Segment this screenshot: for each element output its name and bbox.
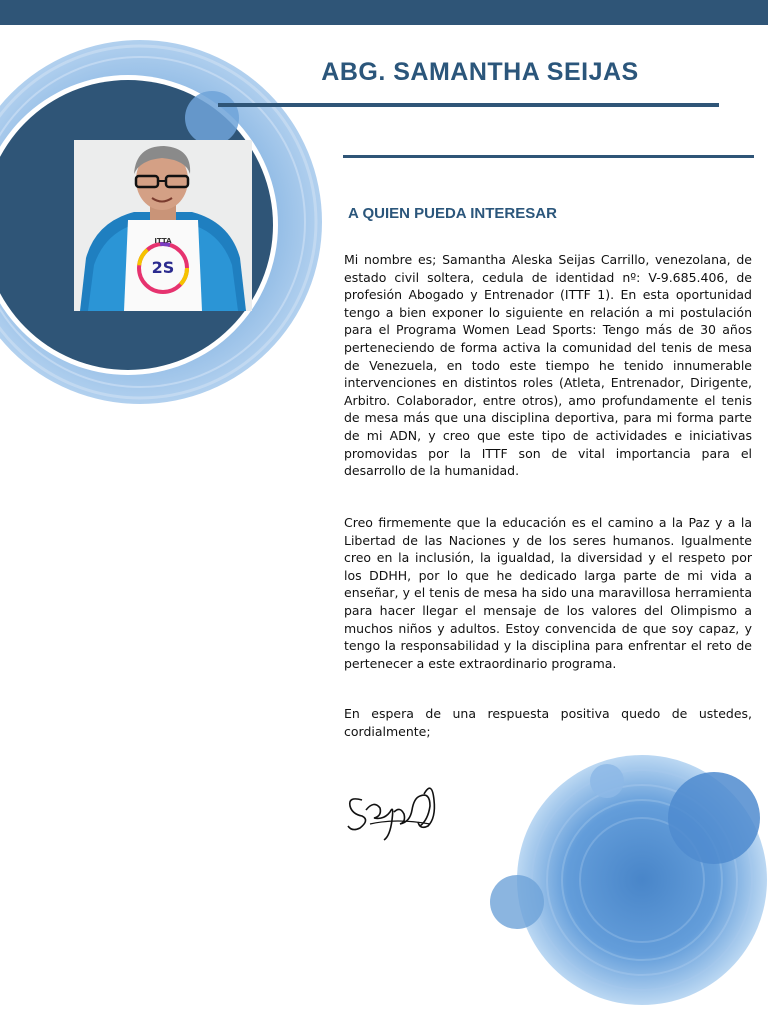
section-divider — [343, 155, 754, 158]
signature-icon — [340, 770, 450, 850]
title-underline — [218, 103, 719, 107]
page-title: ABG. SAMANTHA SEIJAS — [321, 58, 639, 86]
letter-paragraph-2: Creo firmemente que la educación es el camino a la Paz y a la Libertad de las Naciones y de los seres humanos. Igualmente creo en la inclusión, la igualdad, la diversidad y el respeto por los DDHH, por lo que he dedicado larga parte de mi vida a enseñar, y el tenis de mesa ha sido una maravillosa herramienta para hacer llegar el mensaje de los valores del Olimpismo a muchos niños y adultos. Estoy convencida de que soy capaz, y tengo la responsabilidad y la disciplina para enfrentar el reto de pertenecer a este extraordinario programa. — [344, 515, 752, 671]
profile-photo — [74, 140, 252, 311]
shirt-logo-text: 2S — [151, 258, 175, 277]
letter-paragraph-3: En espera de una respuesta positiva quedo de ustedes, cordialmente; — [344, 706, 752, 739]
salutation-heading: A QUIEN PUEDA INTERESAR — [348, 205, 557, 222]
letter-paragraph-1: Mi nombre es; Samantha Aleska Seijas Carrillo, venezolana, de estado civil soltera, cedula de identidad nº: V-9.685.406, de profesión Abogado y Entrenador (ITTF 1). En esta oportunidad tengo a bien exponer lo siguiente en relación a mi postulación para el Programa Women Lead Sports: Tengo más de 30 años perteneciendo de forma activa la comunidad del tenis de mesa de Venezuela, en todo este tiempo he tenido innumerable intervenciones en distintos roles (Atleta, Entrenador, Dirigente, Arbitro. Colaborador, entre otros), amo profundamente el tenis de mesa más que una disciplina deportiva, para mi forma parte de mi ADN, y creo que este tipo de actividades e iniciativas promovidas por la ITTF son de vital importancia para el desarrollo de la humanidad. — [344, 252, 752, 479]
shirt-text-top: ITTA — [154, 237, 172, 245]
bottom-right-circle-decoration — [490, 755, 767, 1005]
